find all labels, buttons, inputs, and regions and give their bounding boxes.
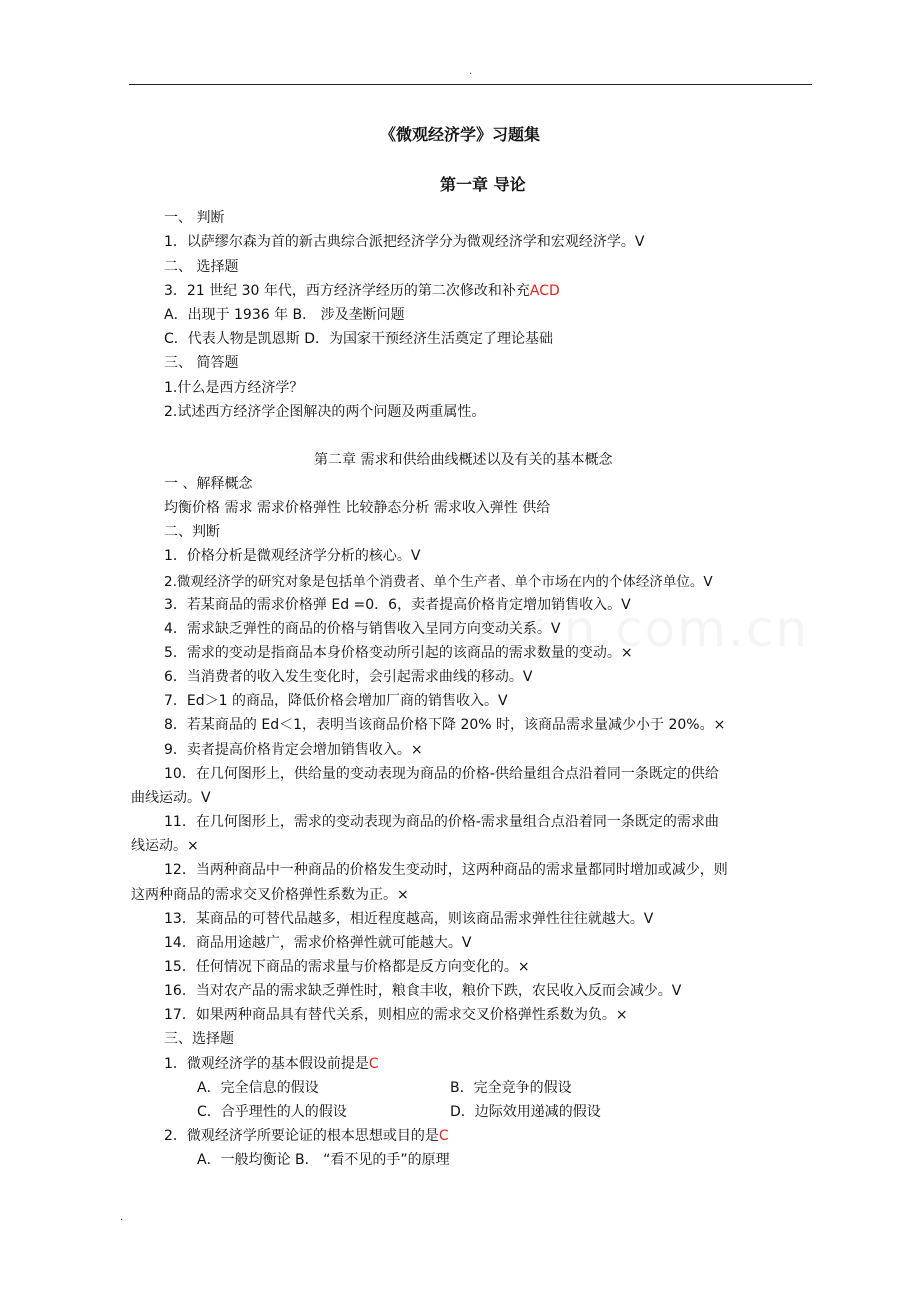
ch2-judge-15: 15．任何情况下商品的需求量与价格都是反方向变化的。×: [164, 959, 530, 975]
footer-mark: .: [120, 1212, 124, 1223]
ch2-judge-7: 7．Ed＞1 的商品，降低价格会增加厂商的销售收入。V: [164, 693, 508, 709]
ch2-choice-1-option-b: B．完全竞争的假设: [450, 1080, 572, 1096]
ch2-choice-1: [164, 1053, 379, 1073]
ch1-q3: [164, 280, 560, 300]
ch2-judge-17: 17．如果两种商品具有替代关系，则相应的需求交叉价格弹性系数为负。×: [164, 1007, 628, 1023]
ch2-judge-4: 4．需求缺乏弹性的商品的价格与销售收入呈同方向变动关系。V: [164, 621, 561, 637]
ch2-judge-1: 1．价格分析是微观经济学分析的核心。V: [164, 548, 421, 564]
ch2-choice-1-option-d: D．边际效用递减的假设: [450, 1104, 601, 1120]
ch2-section-judge: 二、判断: [164, 524, 220, 540]
header-rule: [129, 84, 812, 85]
chapter2-title: 第二章 需求和供给曲线概述以及有关的基本概念: [314, 452, 613, 468]
ch2-judge-10-line2: 曲线运动。V: [131, 790, 211, 806]
ch2-judge-2: 2.微观经济学的研究对象是包括单个消费者、单个生产者、单个市场在内的个体经济单位。V: [164, 574, 713, 590]
ch2-section-concepts: 一 、解释概念: [164, 476, 253, 492]
ch2-choice-1-text: 1．微观经济学的基本假设前提是: [164, 1056, 369, 1072]
ch2-judge-12-line1: 12．当两种商品中一种商品的价格发生变动时，这两种商品的需求量都同时增加或减少，则: [164, 862, 728, 878]
ch2-judge-14: 14．商品用途越广，需求价格弹性就可能越大。V: [164, 935, 472, 951]
ch2-choice-1-answer: C: [368, 1056, 379, 1072]
ch2-section-choice: 三、选择题: [164, 1031, 234, 1047]
ch2-judge-9: 9．卖者提高价格肯定会增加销售收入。×: [164, 742, 423, 758]
ch1-section-choice: 二、 选择题: [164, 259, 239, 275]
ch2-choice-2: [164, 1125, 449, 1145]
ch1-q3-text: 3．21 世纪 30 年代，西方经济学经历的第二次修改和补充: [164, 283, 530, 299]
ch2-judge-10-line1: 10．在几何图形上，供给量的变动表现为商品的价格-供给量组合点沿着同一条既定的供给: [164, 766, 719, 782]
ch2-judge-11-line2: 线运动。×: [131, 838, 199, 854]
ch2-concept-list: 均衡价格 需求 需求价格弹性 比较静态分析 需求收入弹性 供给: [164, 500, 551, 516]
ch1-q3-options-cd: C．代表人物是凯恩斯 D．为国家干预经济生活奠定了理论基础: [164, 331, 554, 347]
ch2-choice-1-option-a: A．完全信息的假设: [197, 1080, 319, 1096]
ch2-choice-2-answer: C: [438, 1128, 449, 1144]
ch1-short-1: 1.什么是西方经济学？: [164, 380, 304, 396]
ch1-q3-options-ab: A．出现于 1936 年 B． 涉及垄断问题: [164, 307, 405, 323]
ch1-section-short: 三、 简答题: [164, 355, 239, 371]
ch2-choice-1-option-c: C．合乎理性的人的假设: [197, 1104, 347, 1120]
ch2-judge-5: 5．需求的变动是指商品本身价格变动所引起的该商品的需求数量的变动。×: [164, 645, 633, 661]
ch2-choice-2-text: 2．微观经济学所要论证的根本思想或目的是: [164, 1128, 439, 1144]
ch1-q3-answer: ACD: [529, 283, 560, 299]
chapter1-title: 第一章 导论: [440, 175, 526, 194]
ch2-judge-3: 3．若某商品的需求价格弹 Ed =0．6，卖者提高价格肯定增加销售收入。V: [164, 597, 631, 613]
ch2-judge-16: 16．当对农产品的需求缺乏弹性时，粮食丰收，粮价下跌，农民收入反而会减少。V: [164, 983, 682, 999]
ch2-judge-11-line1: 11．在几何图形上，需求的变动表现为商品的价格-需求量组合点沿着同一条既定的需求曲: [164, 814, 719, 830]
ch2-judge-12-line2: 这两种商品的需求交叉价格弹性系数为正。×: [131, 887, 409, 903]
ch1-section-judge: 一、 判断: [164, 210, 225, 226]
ch2-judge-13: 13．某商品的可替代品越多，相近程度越高，则该商品需求弹性往往就越大。V: [164, 911, 654, 927]
header-mark: .: [469, 66, 473, 77]
ch2-judge-8: 8．若某商品的 Ed＜1，表明当该商品价格下降 20% 时，该商品需求量减少小于 20%。×: [164, 717, 726, 733]
document-title: 《微观经济学》习题集: [380, 125, 541, 144]
ch1-q1: 1．以萨缪尔森为首的新古典综合派把经济学分为微观经济学和宏观经济学。V: [164, 234, 645, 250]
ch1-short-2: 2.试述西方经济学企图解决的两个问题及两重属性。: [164, 404, 486, 420]
ch2-choice-2-options: A．一般均衡论 B． “看不见的手”的原理: [197, 1152, 450, 1168]
ch2-judge-6: 6．当消费者的收入发生变化时，会引起需求曲线的移动。V: [164, 669, 533, 685]
